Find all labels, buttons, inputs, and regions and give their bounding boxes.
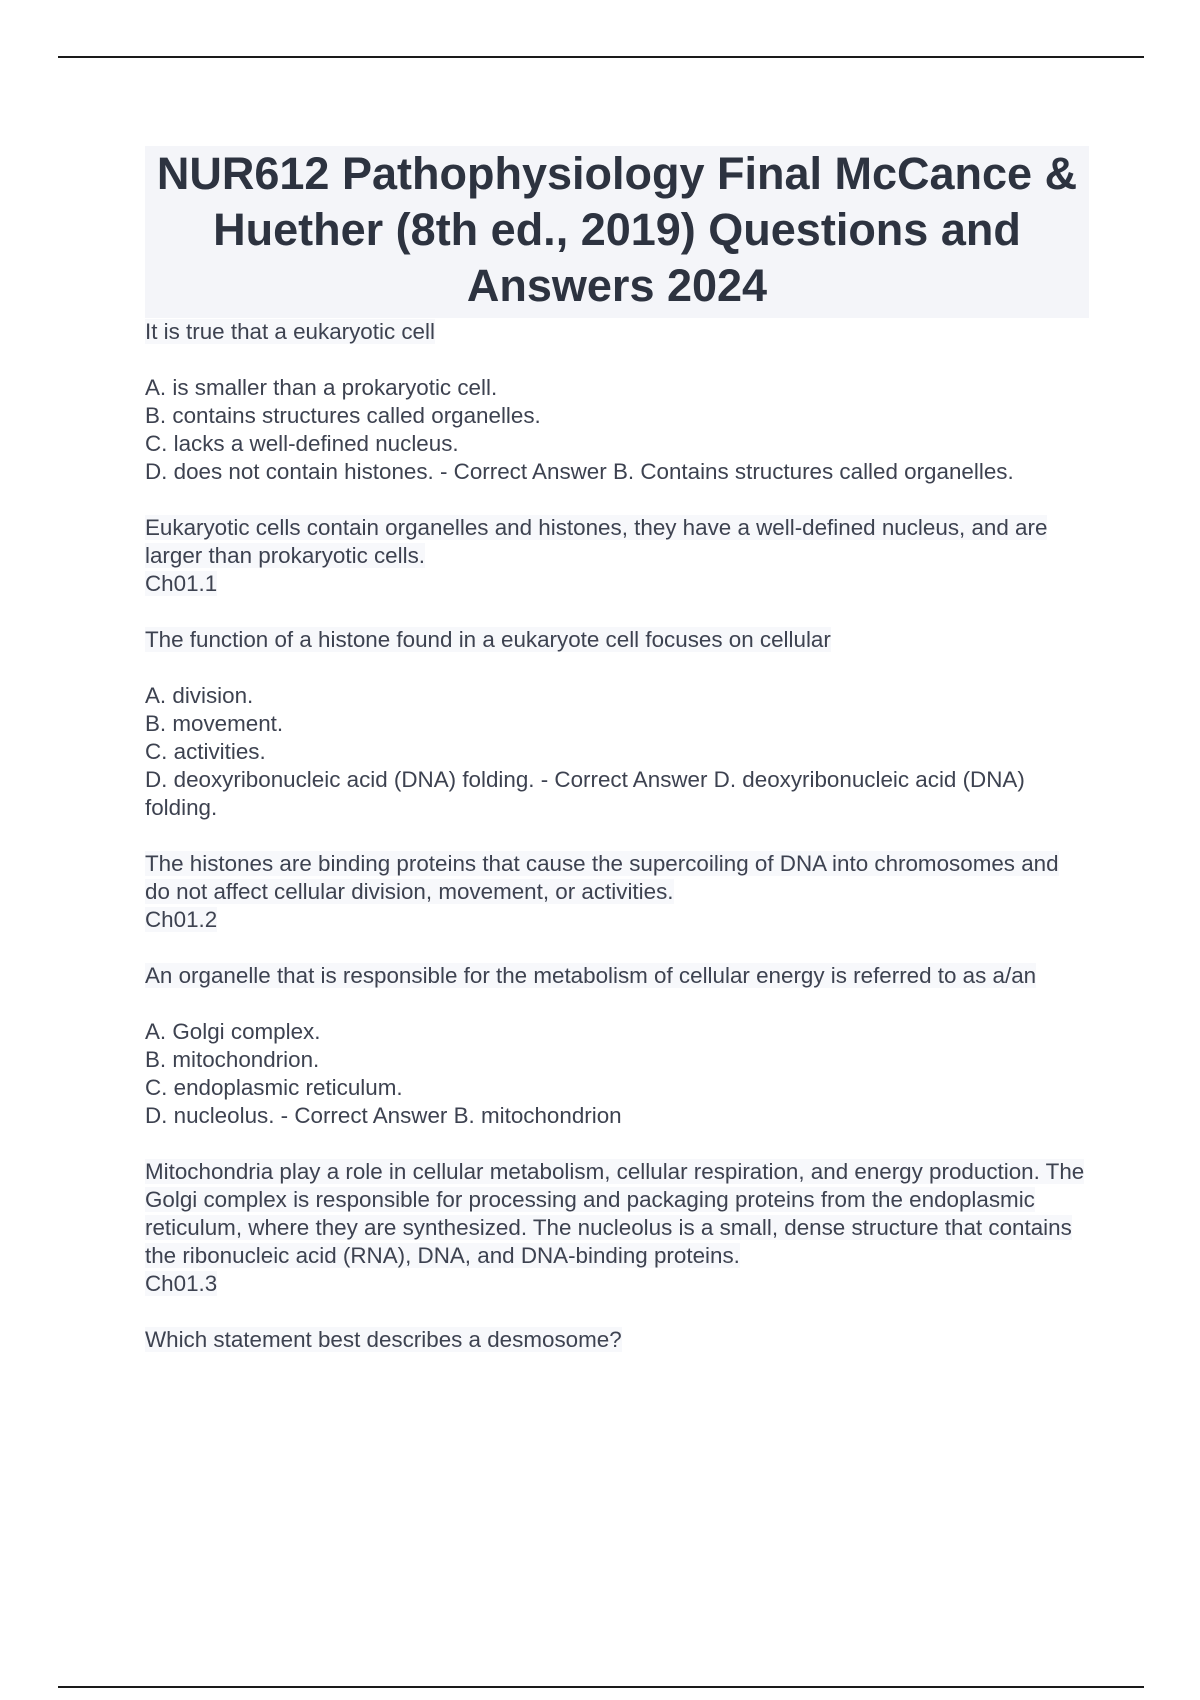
option-b: B. mitochondrion. bbox=[145, 1047, 320, 1072]
option-b: B. contains structures called organelles. bbox=[145, 403, 541, 428]
question-1 bbox=[145, 318, 1089, 598]
answer-options bbox=[145, 682, 1089, 822]
question-3 bbox=[145, 962, 1089, 1298]
answer-options bbox=[145, 1018, 1089, 1130]
option-d-with-answer: D. deoxyribonucleic acid (DNA) folding. - Correct Answer D. deoxyribonucleic acid (DNA) folding. bbox=[145, 767, 1025, 820]
document-title: NUR612 Pathophysiology Final McCance & Huether (8th ed., 2019) Questions and Answers 2024 bbox=[156, 148, 1078, 311]
option-a: A. Golgi complex. bbox=[145, 1019, 321, 1044]
document-body bbox=[145, 146, 1089, 1354]
chapter-ref: Ch01.1 bbox=[145, 571, 218, 596]
chapter-ref: Ch01.2 bbox=[145, 907, 218, 932]
bottom-rule bbox=[58, 1686, 1144, 1688]
top-rule bbox=[58, 56, 1144, 58]
option-c: C. lacks a well-defined nucleus. bbox=[145, 431, 459, 456]
title-block bbox=[145, 146, 1089, 318]
option-d-with-answer: D. does not contain histones. - Correct Answer B. Contains structures called organelles. bbox=[145, 459, 1014, 484]
option-a: A. is smaller than a prokaryotic cell. bbox=[145, 375, 498, 400]
option-c: C. activities. bbox=[145, 739, 266, 764]
option-c: C. endoplasmic reticulum. bbox=[145, 1075, 403, 1100]
question-stem: An organelle that is responsible for the metabolism of cellular energy is referred to as a/an bbox=[145, 963, 1037, 988]
option-d-with-answer: D. nucleolus. - Correct Answer B. mitochondrion bbox=[145, 1103, 622, 1128]
question-2 bbox=[145, 626, 1089, 934]
chapter-ref: Ch01.3 bbox=[145, 1271, 218, 1296]
option-a: A. division. bbox=[145, 683, 254, 708]
rationale: Mitochondria play a role in cellular metabolism, cellular respiration, and energy production. The Golgi complex is responsible for processing and packaging proteins from the endoplasmic reticulum, where they are synthesized. The nucleolus is a small, dense structure that contains the ribonucleic acid (RNA), DNA, and DNA-binding proteins. bbox=[145, 1159, 1085, 1268]
option-b: B. movement. bbox=[145, 711, 284, 736]
question-stem: The function of a histone found in a eukaryote cell focuses on cellular bbox=[145, 627, 831, 652]
answer-options bbox=[145, 374, 1089, 486]
question-stem: Which statement best describes a desmosome? bbox=[145, 1327, 622, 1352]
question-4 bbox=[145, 1326, 1089, 1354]
rationale: Eukaryotic cells contain organelles and histones, they have a well-defined nucleus, and are larger than prokaryotic cells. bbox=[145, 515, 1048, 568]
rationale: The histones are binding proteins that cause the supercoiling of DNA into chromosomes and do not affect cellular division, movement, or activities. bbox=[145, 851, 1059, 904]
question-stem: It is true that a eukaryotic cell bbox=[145, 319, 435, 344]
